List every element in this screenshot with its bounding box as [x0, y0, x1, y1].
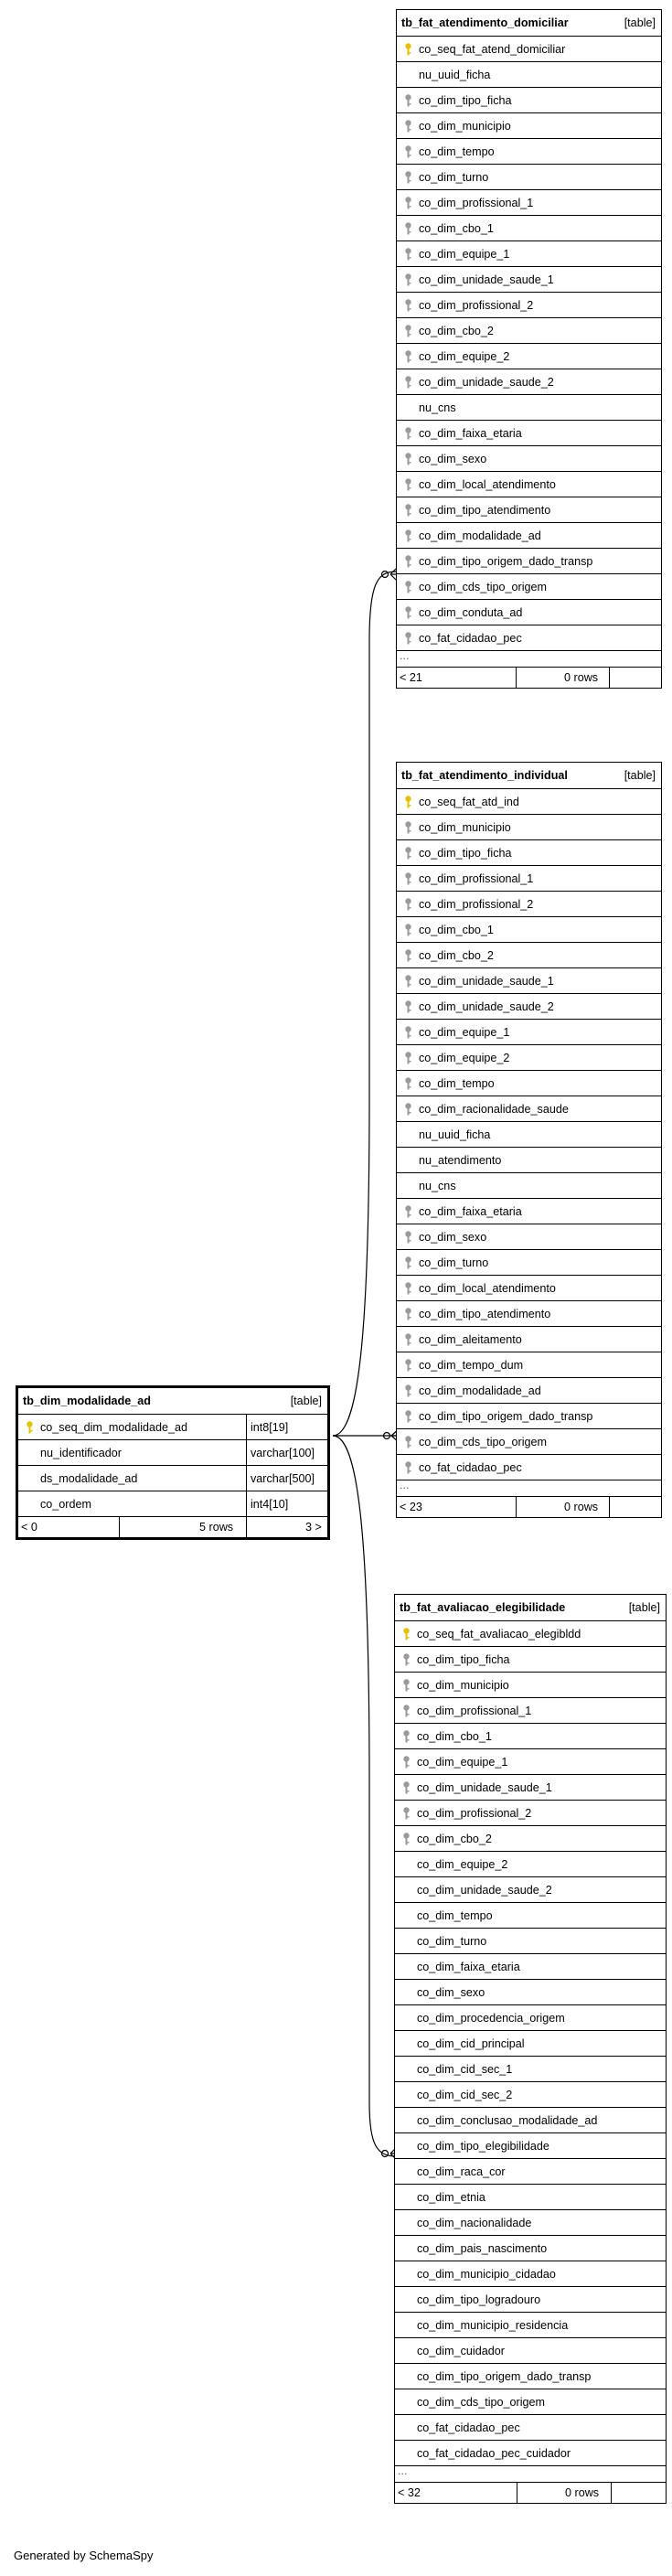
column-row[interactable] [397, 866, 661, 892]
column-name[interactable]: co_dim_procedencia_origem [417, 2012, 565, 2025]
column-row[interactable] [397, 994, 661, 1020]
foreign-key-icon [404, 197, 412, 209]
foreign-key-icon [404, 504, 412, 517]
column-row[interactable] [395, 1621, 666, 1647]
column-name[interactable]: co_dim_cbo_1 [419, 924, 494, 936]
column-name[interactable]: co_dim_tempo [419, 1077, 495, 1090]
column-name[interactable]: co_dim_turno [419, 171, 489, 184]
column-name[interactable]: co_dim_cuidador [417, 2345, 505, 2357]
relationship-line-domiciliar [333, 572, 396, 1436]
foreign-key-icon [404, 376, 412, 389]
foreign-key-icon [404, 872, 412, 885]
column-name[interactable]: co_dim_tipo_ficha [419, 847, 512, 860]
column-row[interactable] [397, 943, 661, 968]
children-count[interactable]: < 23 [400, 1501, 422, 1513]
column-row[interactable] [395, 1877, 666, 1903]
column-row[interactable] [397, 241, 661, 267]
column-row[interactable] [397, 1455, 661, 1480]
foreign-key-icon [404, 581, 412, 593]
column-row[interactable] [397, 88, 661, 113]
column-name[interactable]: co_dim_local_atendimento [419, 478, 556, 491]
column-row[interactable] [397, 1020, 661, 1045]
column-name[interactable]: co_dim_racionalidade_saude [419, 1103, 569, 1116]
column-name[interactable]: nu_identificador [40, 1447, 122, 1459]
foreign-key-icon [404, 949, 412, 962]
column-row[interactable] [397, 395, 661, 421]
column-name[interactable]: co_fat_cidadao_pec_cuidador [417, 2447, 571, 2460]
column-row[interactable] [397, 574, 661, 600]
foreign-key-icon [404, 1333, 412, 1346]
primary-key-icon [26, 1421, 34, 1434]
foreign-key-icon [402, 1679, 411, 1692]
column-name[interactable]: co_dim_cid_principal [417, 2037, 525, 2050]
table-header[interactable] [397, 10, 661, 37]
foreign-key-icon [402, 1705, 411, 1717]
table-tb-fat-atendimento-domiciliar[interactable] [396, 9, 662, 689]
table-footer [395, 2483, 666, 2503]
column-name[interactable]: co_dim_unidade_saude_1 [417, 1781, 552, 1794]
row-count: 0 rows [564, 1501, 599, 1513]
foreign-key-icon [404, 847, 412, 860]
row-count: 5 rows [199, 1521, 234, 1534]
column-row[interactable] [397, 815, 661, 840]
foreign-key-icon [404, 1026, 412, 1039]
column-name[interactable]: co_dim_cid_sec_2 [417, 2089, 513, 2101]
column-row[interactable] [397, 1224, 661, 1250]
column-row[interactable] [397, 1096, 661, 1122]
column-name[interactable]: co_dim_local_atendimento [419, 1282, 556, 1295]
foreign-key-icon [404, 145, 412, 158]
table-footer [397, 1497, 661, 1517]
foreign-key-icon [404, 325, 412, 337]
column-type: int8[19] [246, 1415, 288, 1439]
foreign-key-icon [402, 1730, 411, 1743]
column-name[interactable]: co_dim_profissional_1 [419, 872, 534, 885]
foreign-key-icon [404, 1359, 412, 1372]
foreign-key-icon [404, 222, 412, 235]
column-row[interactable] [397, 523, 661, 549]
column-name[interactable]: co_dim_profissional_1 [419, 197, 534, 209]
column-name[interactable]: co_fat_cidadao_pec [419, 1461, 522, 1474]
column-name[interactable]: co_dim_cbo_1 [417, 1730, 492, 1743]
primary-key-icon [404, 43, 412, 56]
column-name[interactable]: co_dim_cds_tipo_origem [419, 1436, 548, 1448]
primary-key-icon [402, 1628, 411, 1641]
foreign-key-icon [404, 1205, 412, 1218]
column-row[interactable] [395, 1826, 666, 1852]
foreign-key-icon [404, 975, 412, 988]
table-header[interactable] [18, 1388, 327, 1415]
table-kind: [table] [290, 1395, 322, 1407]
column-name[interactable]: co_dim_faixa_etaria [419, 427, 522, 440]
foreign-key-icon [404, 1256, 412, 1269]
column-row[interactable] [395, 2057, 666, 2082]
column-row[interactable] [397, 1301, 661, 1327]
column-name[interactable]: co_dim_tempo [419, 145, 495, 158]
foreign-key-icon [402, 1756, 411, 1769]
column-row[interactable] [395, 2415, 666, 2441]
foreign-key-icon [404, 555, 412, 568]
column-row[interactable] [395, 1698, 666, 1724]
column-type: int4[10] [246, 1491, 288, 1516]
column-name[interactable]: co_dim_tipo_atendimento [419, 504, 551, 517]
column-row[interactable] [397, 549, 661, 574]
primary-key-icon [404, 796, 412, 808]
column-row[interactable] [397, 892, 661, 917]
column-name[interactable]: nu_atendimento [419, 1154, 502, 1167]
column-name[interactable]: co_dim_municipio [419, 120, 511, 133]
column-list [397, 789, 661, 1480]
foreign-key-icon [404, 453, 412, 465]
table-name[interactable]: tb_fat_atendimento_domiciliar [401, 16, 569, 29]
column-row[interactable] [397, 1071, 661, 1096]
column-name[interactable]: co_dim_tipo_origem_dado_transp [419, 555, 593, 568]
column-name[interactable]: co_dim_tempo [417, 1909, 493, 1922]
column-row[interactable] [397, 1045, 661, 1071]
column-name[interactable]: co_dim_municipio_cidadao [417, 2268, 556, 2281]
table-kind: [table] [624, 769, 656, 782]
column-name[interactable]: co_dim_tempo_dum [419, 1359, 524, 1372]
more-columns-indicator: ... [397, 1480, 661, 1497]
more-columns-indicator: ... [397, 651, 661, 668]
column-row[interactable] [395, 2185, 666, 2210]
column-row[interactable] [397, 1122, 661, 1148]
foreign-key-icon [404, 1308, 412, 1320]
relationship-line-elegibilidade [333, 1436, 396, 2156]
table-name[interactable]: tb_fat_avaliacao_elegibilidade [400, 1601, 566, 1614]
column-name[interactable]: co_ordem [40, 1498, 92, 1511]
column-list [395, 1621, 666, 2466]
table-tb-fat-atendimento-individual[interactable] [396, 762, 662, 1518]
column-row[interactable] [18, 1440, 327, 1466]
column-row[interactable] [395, 1801, 666, 1826]
foreign-key-icon [404, 350, 412, 363]
column-row[interactable] [397, 190, 661, 216]
column-name[interactable]: co_dim_equipe_1 [419, 1026, 510, 1039]
table-kind: [table] [628, 1601, 660, 1614]
column-row[interactable] [397, 293, 661, 318]
column-name[interactable]: co_fat_cidadao_pec [419, 632, 522, 645]
foreign-key-icon [404, 632, 412, 645]
foreign-key-icon [404, 1410, 412, 1423]
column-name[interactable]: nu_uuid_ficha [419, 69, 491, 81]
column-name[interactable]: co_dim_conclusao_modalidade_ad [417, 2114, 598, 2127]
foreign-key-icon [404, 1052, 412, 1064]
column-row[interactable] [397, 165, 661, 190]
column-name[interactable]: co_dim_profissional_2 [417, 1807, 532, 1820]
foreign-key-icon [404, 1231, 412, 1244]
column-row[interactable] [397, 1378, 661, 1404]
column-name[interactable]: co_seq_fat_avaliacao_elegibldd [417, 1628, 581, 1641]
column-name[interactable]: co_dim_tipo_origem_dado_transp [419, 1410, 593, 1423]
foreign-key-icon [404, 1103, 412, 1116]
column-name[interactable]: co_dim_unidade_saude_2 [419, 1000, 554, 1013]
children-count[interactable]: < 21 [400, 671, 422, 684]
column-name[interactable]: co_dim_equipe_1 [417, 1756, 508, 1769]
column-name[interactable]: co_dim_unidade_saude_1 [419, 975, 554, 988]
column-row[interactable] [395, 2133, 666, 2159]
column-row[interactable] [397, 472, 661, 497]
column-row[interactable] [397, 344, 661, 369]
column-row[interactable] [397, 216, 661, 241]
column-row[interactable] [397, 421, 661, 446]
table-header[interactable] [397, 763, 661, 789]
column-row[interactable] [395, 1647, 666, 1673]
table-name[interactable]: tb_dim_modalidade_ad [23, 1395, 151, 1407]
column-name[interactable]: co_dim_unidade_saude_2 [417, 1884, 552, 1897]
column-row[interactable] [18, 1491, 327, 1517]
column-name[interactable]: nu_cns [419, 401, 456, 414]
column-row[interactable] [395, 1980, 666, 2005]
parents-count[interactable]: 3 > [305, 1521, 322, 1534]
foreign-key-icon [404, 529, 412, 542]
children-count[interactable]: < 0 [21, 1521, 37, 1534]
column-name[interactable]: co_dim_modalidade_ad [419, 1384, 541, 1397]
table-name[interactable]: tb_fat_atendimento_individual [401, 769, 568, 782]
column-name[interactable]: co_dim_turno [417, 1935, 487, 1948]
foreign-key-icon [402, 1653, 411, 1666]
column-name[interactable]: co_dim_etnia [417, 2191, 485, 2204]
foreign-key-icon [404, 1436, 412, 1448]
column-name[interactable]: co_fat_cidadao_pec [417, 2421, 520, 2434]
column-name[interactable]: co_dim_profissional_1 [417, 1705, 532, 1717]
column-row[interactable] [395, 2210, 666, 2236]
column-name[interactable]: co_seq_fat_atd_ind [419, 796, 519, 808]
column-name[interactable]: nu_uuid_ficha [419, 1128, 491, 1141]
column-row[interactable] [397, 446, 661, 472]
column-name[interactable]: co_dim_sexo [417, 1986, 485, 1999]
row-count: 0 rows [564, 671, 599, 684]
foreign-key-icon [404, 171, 412, 184]
column-name[interactable]: co_dim_cbo_2 [419, 325, 494, 337]
column-name[interactable]: co_dim_municipio [419, 821, 511, 834]
generated-by-label: Generated by SchemaSpy [14, 2549, 154, 2562]
column-row[interactable] [397, 1352, 661, 1378]
column-row[interactable] [397, 1327, 661, 1352]
column-row[interactable] [395, 2236, 666, 2261]
table-tb-fat-avaliacao-elegibilidade[interactable] [394, 1594, 667, 2504]
column-row[interactable] [397, 318, 661, 344]
table-footer [18, 1517, 327, 1537]
column-name[interactable]: co_dim_tipo_ficha [419, 94, 512, 107]
column-row[interactable] [395, 2364, 666, 2389]
foreign-key-icon [404, 1077, 412, 1090]
column-row[interactable] [395, 1954, 666, 1980]
column-row[interactable] [397, 968, 661, 994]
foreign-key-icon [404, 273, 412, 286]
foreign-key-icon [404, 248, 412, 261]
column-row[interactable] [397, 497, 661, 523]
column-row[interactable] [395, 2108, 666, 2133]
column-row[interactable] [397, 113, 661, 139]
column-row[interactable] [395, 1775, 666, 1801]
column-row[interactable] [395, 2005, 666, 2031]
column-name[interactable]: co_dim_faixa_etaria [419, 1205, 522, 1218]
column-row[interactable] [395, 1852, 666, 1877]
column-row[interactable] [395, 2261, 666, 2287]
column-name[interactable]: co_dim_sexo [419, 1231, 487, 1244]
foreign-key-icon [404, 606, 412, 619]
column-name[interactable]: co_dim_conduta_ad [419, 606, 523, 619]
column-row[interactable] [397, 840, 661, 866]
column-list [18, 1415, 327, 1517]
column-name[interactable]: co_dim_faixa_etaria [417, 1961, 520, 1973]
column-row[interactable] [397, 37, 661, 62]
column-name[interactable]: co_dim_equipe_2 [419, 1052, 510, 1064]
column-row[interactable] [395, 1903, 666, 1929]
column-row[interactable] [397, 600, 661, 625]
column-row[interactable] [397, 1404, 661, 1429]
foreign-key-icon [404, 427, 412, 440]
column-row[interactable] [395, 2389, 666, 2415]
column-name[interactable]: co_dim_raca_cor [417, 2165, 506, 2178]
column-type: varchar[500] [246, 1466, 315, 1491]
column-name[interactable]: co_dim_equipe_2 [417, 1858, 508, 1871]
column-row[interactable] [395, 2287, 666, 2313]
column-name[interactable]: co_dim_municipio [417, 1679, 509, 1692]
column-name[interactable]: co_dim_pais_nascimento [417, 2242, 548, 2255]
foreign-key-icon [404, 924, 412, 936]
column-name[interactable]: co_dim_cbo_1 [419, 222, 494, 235]
column-name[interactable]: nu_cns [419, 1180, 456, 1192]
column-name[interactable]: co_dim_tipo_atendimento [419, 1308, 551, 1320]
column-row[interactable] [395, 1929, 666, 1954]
more-columns-indicator: ... [395, 2466, 666, 2483]
foreign-key-icon [404, 299, 412, 312]
column-name[interactable]: co_dim_profissional_2 [419, 898, 534, 911]
column-name[interactable]: co_dim_tipo_elegibilidade [417, 2140, 549, 2153]
column-row[interactable] [397, 267, 661, 293]
column-row[interactable] [397, 1250, 661, 1276]
column-row[interactable] [395, 2338, 666, 2364]
foreign-key-icon [404, 94, 412, 107]
column-row[interactable] [18, 1466, 327, 1491]
column-name[interactable]: co_dim_turno [419, 1256, 489, 1269]
column-row[interactable] [397, 139, 661, 165]
column-name[interactable]: co_seq_dim_modalidade_ad [40, 1421, 188, 1434]
row-count: 0 rows [565, 2486, 600, 2499]
column-row[interactable] [397, 1199, 661, 1224]
column-row[interactable] [395, 2441, 666, 2466]
foreign-key-icon [404, 1384, 412, 1397]
column-name[interactable]: co_dim_unidade_saude_2 [419, 376, 554, 389]
column-row[interactable] [395, 2082, 666, 2108]
column-name[interactable]: co_dim_profissional_2 [419, 299, 534, 312]
foreign-key-icon [404, 1461, 412, 1474]
column-row[interactable] [397, 1148, 661, 1173]
column-row[interactable] [397, 789, 661, 815]
column-row[interactable] [395, 2159, 666, 2185]
column-name[interactable]: co_dim_equipe_2 [419, 350, 510, 363]
table-tb-dim-modalidade-ad[interactable] [16, 1385, 330, 1540]
column-name[interactable]: ds_modalidade_ad [40, 1472, 138, 1485]
table-header[interactable] [395, 1595, 666, 1621]
column-name[interactable]: co_dim_cbo_2 [419, 949, 494, 962]
column-name[interactable]: co_dim_aleitamento [419, 1333, 522, 1346]
column-row[interactable] [397, 917, 661, 943]
foreign-key-icon [402, 1781, 411, 1794]
column-row[interactable] [397, 369, 661, 395]
column-row[interactable] [18, 1415, 327, 1440]
foreign-key-icon [404, 1282, 412, 1295]
column-name[interactable]: co_dim_tipo_logradouro [417, 2293, 541, 2306]
foreign-key-icon [404, 120, 412, 133]
column-row[interactable] [397, 1276, 661, 1301]
children-count[interactable]: < 32 [398, 2486, 421, 2499]
column-name[interactable]: co_dim_tipo_origem_dado_transp [417, 2370, 592, 2383]
column-row[interactable] [395, 2313, 666, 2338]
column-row[interactable] [397, 62, 661, 88]
foreign-key-icon [404, 478, 412, 491]
column-row[interactable] [395, 1724, 666, 1749]
column-name[interactable]: co_dim_equipe_1 [419, 248, 510, 261]
column-name[interactable]: co_dim_cbo_2 [417, 1833, 492, 1845]
foreign-key-icon [402, 1807, 411, 1820]
column-name[interactable]: co_dim_cds_tipo_origem [417, 2396, 546, 2409]
table-kind: [table] [624, 16, 656, 29]
column-name[interactable]: co_dim_cds_tipo_origem [419, 581, 548, 593]
column-row[interactable] [397, 1429, 661, 1455]
column-row[interactable] [395, 1673, 666, 1698]
column-row[interactable] [397, 1173, 661, 1199]
column-name[interactable]: co_dim_cid_sec_1 [417, 2063, 513, 2076]
column-row[interactable] [397, 625, 661, 651]
column-name[interactable]: co_dim_modalidade_ad [419, 529, 541, 542]
column-row[interactable] [395, 2031, 666, 2057]
column-name[interactable]: co_dim_tipo_ficha [417, 1653, 510, 1666]
table-footer [397, 668, 661, 688]
column-name[interactable]: co_seq_fat_atend_domiciliar [419, 43, 566, 56]
column-name[interactable]: co_dim_municipio_residencia [417, 2319, 569, 2332]
foreign-key-icon [404, 821, 412, 834]
column-row[interactable] [395, 1749, 666, 1775]
column-name[interactable]: co_dim_unidade_saude_1 [419, 273, 554, 286]
foreign-key-icon [402, 1833, 411, 1845]
foreign-key-icon [404, 1000, 412, 1013]
column-name[interactable]: co_dim_nacionalidade [417, 2217, 532, 2229]
column-list [397, 37, 661, 651]
foreign-key-icon [404, 898, 412, 911]
column-name[interactable]: co_dim_sexo [419, 453, 487, 465]
column-type: varchar[100] [246, 1440, 315, 1465]
